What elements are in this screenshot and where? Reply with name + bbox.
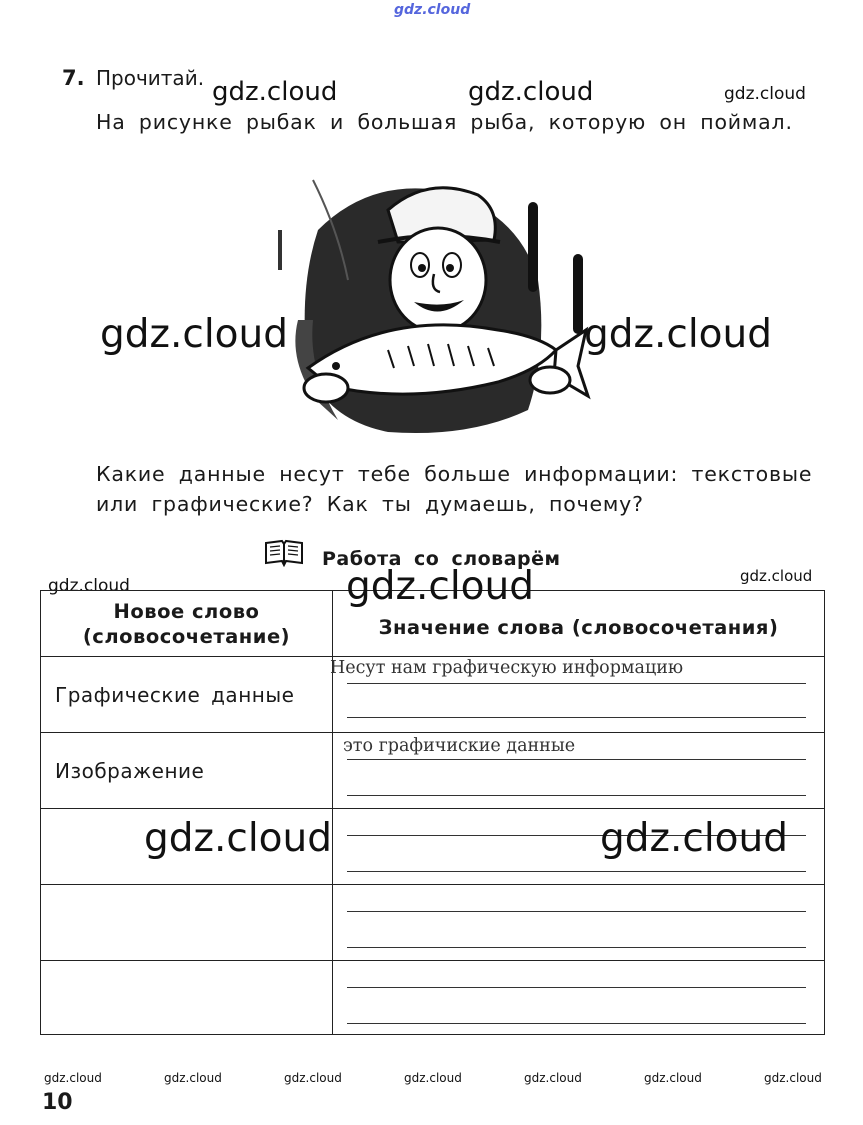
table-row [41, 885, 825, 961]
writing-line [347, 717, 806, 718]
writing-line [347, 947, 806, 948]
table-row [41, 657, 825, 733]
writing-line [347, 795, 806, 796]
watermark: gdz.cloud [404, 1071, 462, 1085]
handwritten-answer: это графичиские данные [343, 736, 576, 756]
watermark: gdz.cloud [144, 816, 332, 861]
watermark: gdz.cloud [724, 84, 806, 104]
header-new-word [41, 591, 333, 657]
question-line-1: Какие данные несут тебе больше информации: текстовые [96, 462, 813, 486]
task-title: Прочитай. [96, 66, 205, 90]
word-cell [41, 885, 333, 961]
handwritten-answer: Несут нам графическую информацию [330, 658, 684, 678]
watermark: gdz.cloud [524, 1071, 582, 1085]
watermark: gdz.cloud [764, 1071, 822, 1085]
fisherman-illustration [238, 170, 598, 440]
vocabulary-table [40, 590, 825, 1035]
dictionary-title: Работа со словарём [322, 548, 561, 570]
word-cell: Графические данные [41, 657, 333, 733]
watermark: gdz.cloud [284, 1071, 342, 1085]
writing-line [347, 911, 806, 912]
watermark: gdz.cloud [644, 1071, 702, 1085]
writing-line [347, 1023, 806, 1024]
watermark: gdz.cloud [600, 816, 788, 861]
word-cell [41, 961, 333, 1035]
writing-line [347, 759, 806, 760]
table-row [41, 961, 825, 1035]
writing-line [347, 987, 806, 988]
task-number: 7. [62, 66, 85, 90]
header-new-word-line2: (словосочетание) [82, 624, 291, 648]
watermark: gdz.cloud [212, 77, 338, 107]
meaning-cell[interactable] [330, 657, 825, 733]
watermark: gdz.cloud [394, 2, 471, 18]
question-line-2: или графические? Как ты думаешь, почему? [96, 492, 644, 516]
watermark: gdz.cloud [346, 564, 534, 609]
watermark: gdz.cloud [584, 312, 772, 357]
meaning-cell[interactable] [333, 961, 825, 1035]
watermark: gdz.cloud [100, 312, 288, 357]
header-meaning-label: Значение слова (словосочетания) [378, 616, 779, 639]
writing-line [347, 683, 806, 684]
watermark: gdz.cloud [740, 567, 813, 585]
book-icon [264, 539, 304, 567]
page-number: 10 [42, 1090, 73, 1115]
header-new-word-line1: Новое слово [113, 599, 260, 623]
task-text: На рисунке рыбак и большая рыба, которую он поймал. [96, 110, 793, 134]
watermark: gdz.cloud [48, 576, 130, 596]
watermark: gdz.cloud [44, 1071, 102, 1085]
watermark: gdz.cloud [164, 1071, 222, 1085]
writing-line [347, 871, 806, 872]
meaning-cell[interactable] [333, 885, 825, 961]
meaning-cell[interactable] [333, 733, 825, 809]
table-row [41, 733, 825, 809]
watermark: gdz.cloud [468, 77, 594, 107]
word-cell: Изображение [41, 733, 333, 809]
